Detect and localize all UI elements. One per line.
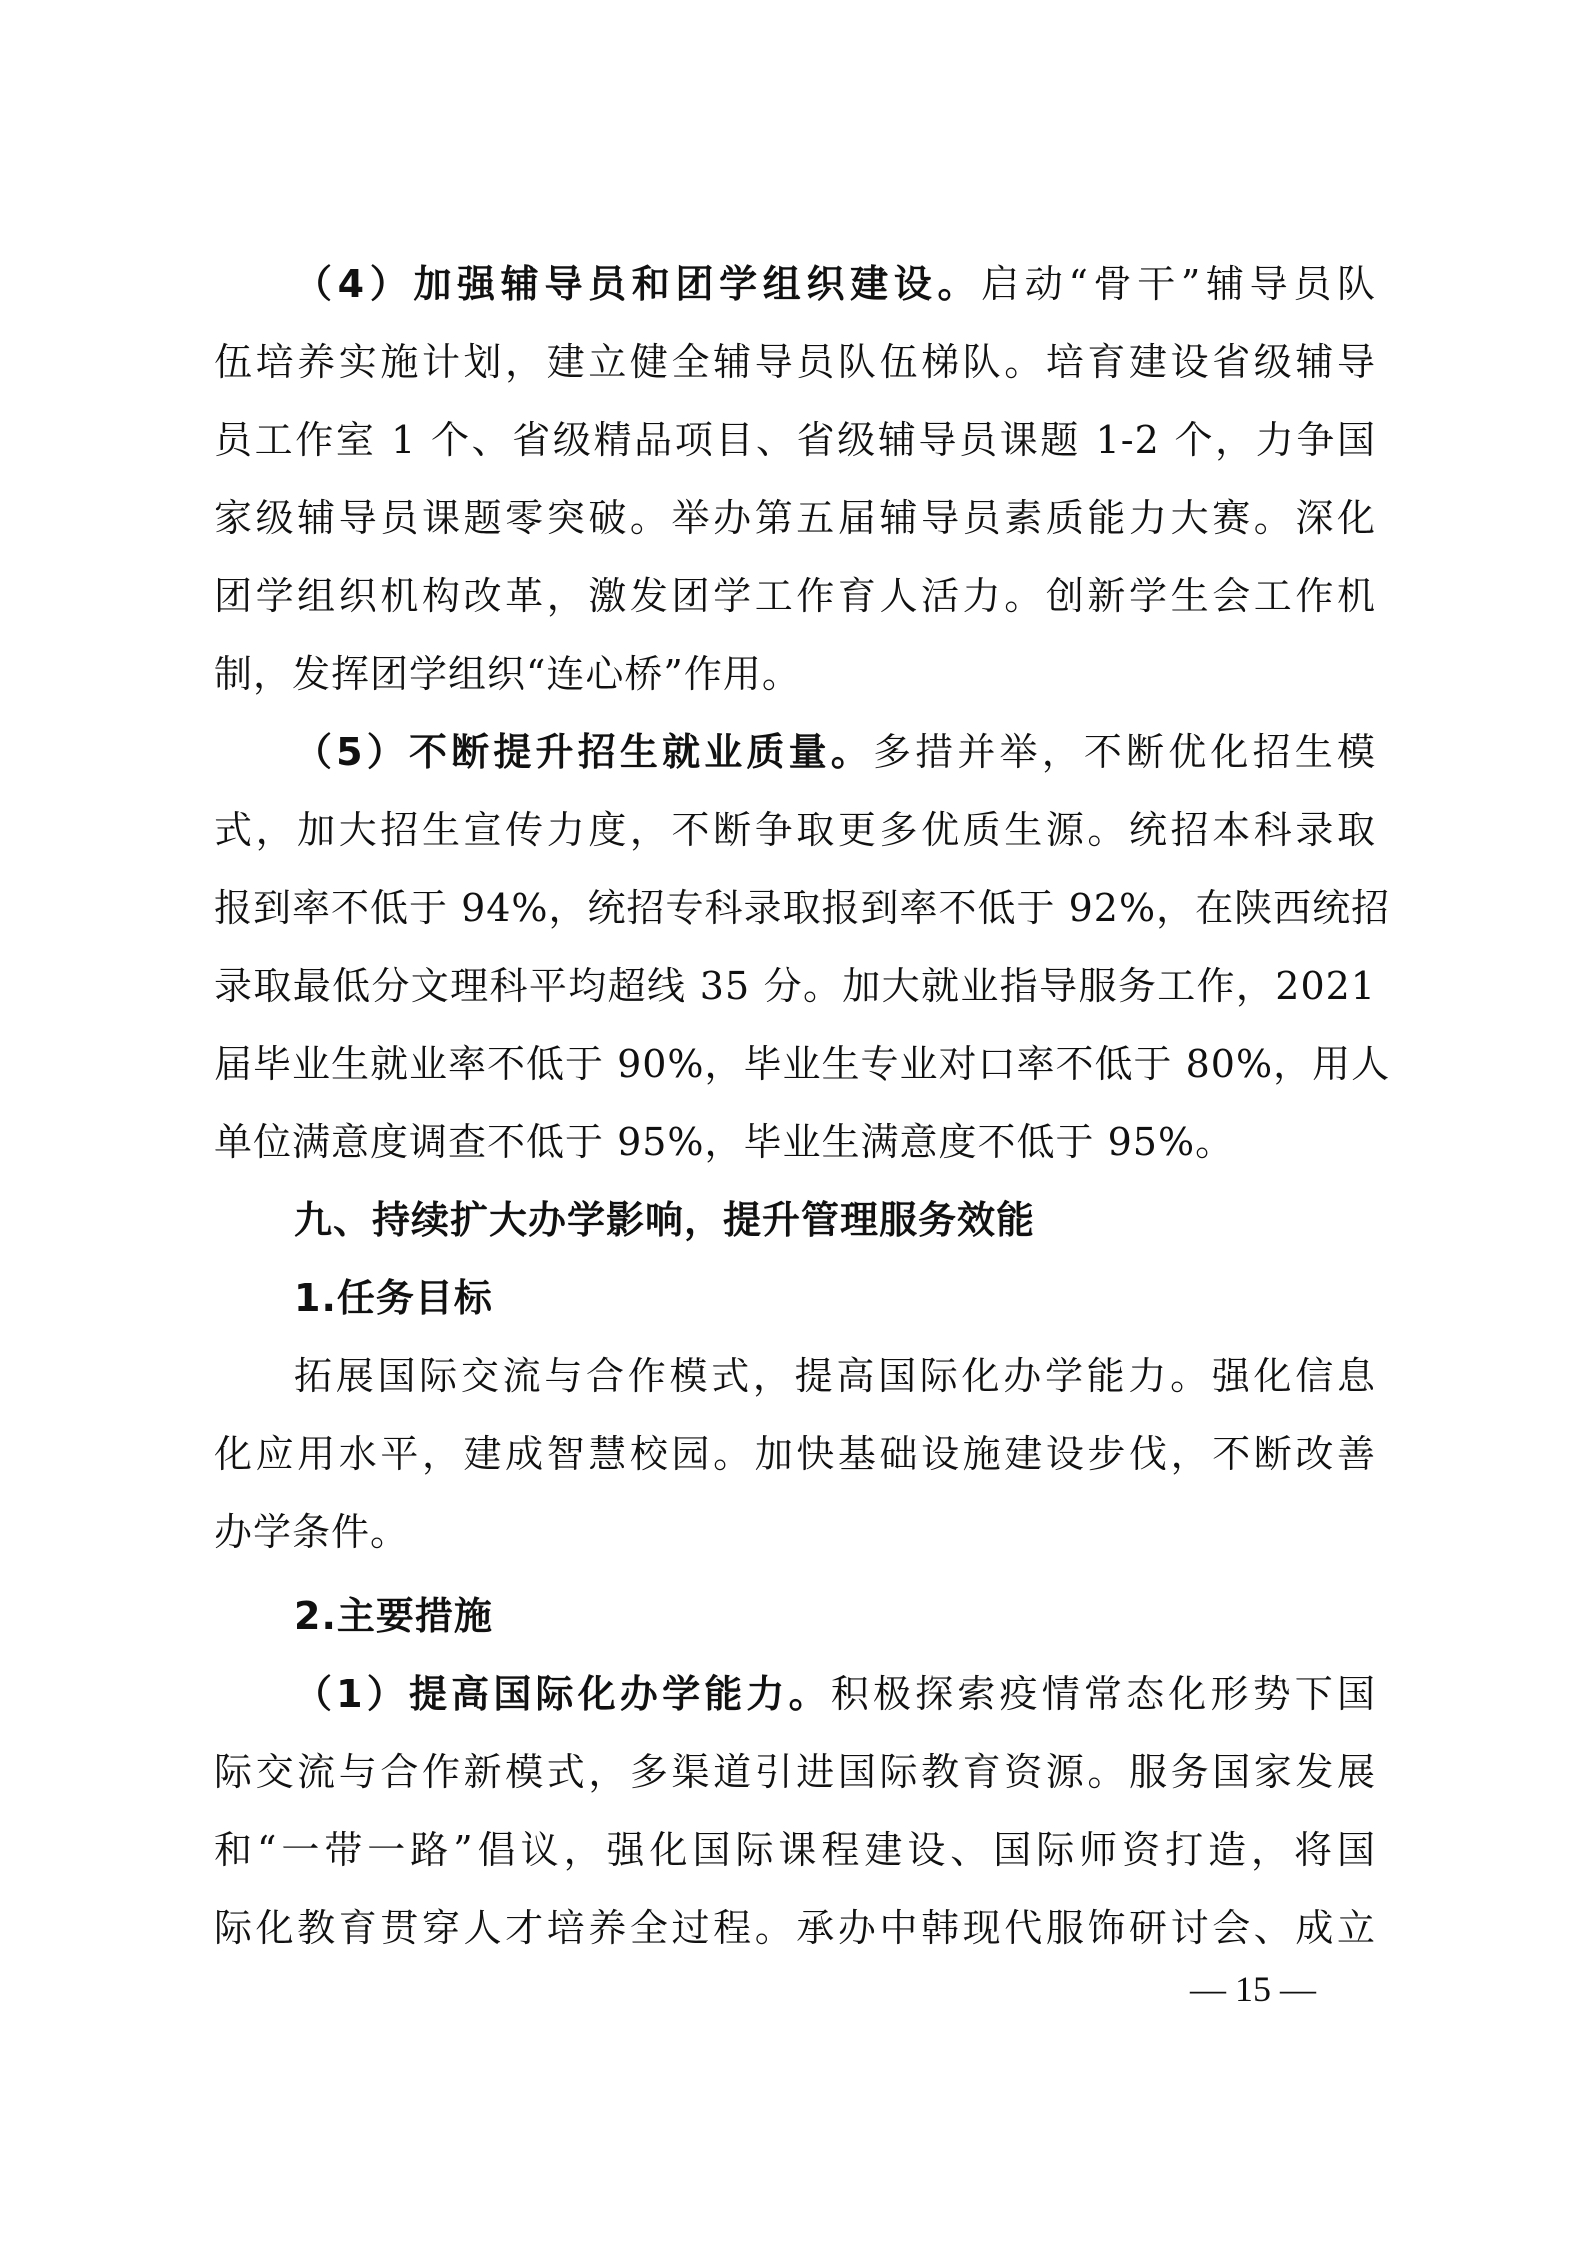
paragraph-line: 员工作室 1 个、省级精品项目、省级辅导员课题 1-2 个，力争国 <box>214 418 1376 462</box>
paragraph-line: 拓展国际交流与合作模式，提高国际化办学能力。强化信息 <box>294 1354 1376 1398</box>
paragraph-line <box>214 245 1376 323</box>
paragraph-line: 和“一带一路”倡议，强化国际课程建设、国际师资打造，将国 <box>214 1828 1376 1872</box>
subsection-heading-measures: 2.主要措施 <box>294 1594 493 1638</box>
paragraph-lead-heading: （4）加强辅导员和团学组织建设。 <box>294 262 982 306</box>
paragraph-line <box>214 1655 1376 1733</box>
paragraph-text: 积极探索疫情常态化形势下国 <box>830 1672 1376 1716</box>
section-heading: 九、持续扩大办学影响，提升管理服务效能 <box>294 1198 1036 1242</box>
page-number: — 15 — <box>1190 1969 1316 2009</box>
paragraph-text: 启动“骨干”辅导员队 <box>981 262 1376 306</box>
paragraph-line: 家级辅导员课题零突破。举办第五届辅导员素质能力大赛。深化 <box>214 496 1376 540</box>
paragraph-line: 录取最低分文理科平均超线 35 分。加大就业指导服务工作，2021 <box>214 964 1376 1008</box>
paragraph-line: 际化教育贯穿人才培养全过程。承办中韩现代服饰研讨会、成立 <box>214 1906 1376 1950</box>
paragraph-line: 化应用水平，建成智慧校园。加快基础设施建设步伐，不断改善 <box>214 1432 1376 1476</box>
paragraph-line: 式，加大招生宣传力度，不断争取更多优质生源。统招本科录取 <box>214 808 1376 852</box>
paragraph-line: 单位满意度调查不低于 95%，毕业生满意度不低于 95%。 <box>214 1120 1235 1164</box>
paragraph-line: 办学条件。 <box>214 1510 410 1554</box>
paragraph-line: 团学组织机构改革，激发团学工作育人活力。创新学生会工作机 <box>214 574 1376 618</box>
document-body <box>214 245 1391 1967</box>
paragraph-line: 制，发挥团学组织“连心桥”作用。 <box>214 652 801 696</box>
paragraph-line: 报到率不低于 94%，统招专科录取报到率不低于 92%，在陕西统招 <box>214 886 1391 930</box>
paragraph-text: 多措并举，不断优化招生模 <box>872 730 1376 774</box>
subsection-heading-goal: 1.任务目标 <box>294 1276 493 1320</box>
paragraph-line: 届毕业生就业率不低于 90%，毕业生专业对口率不低于 80%，用人 <box>214 1042 1391 1086</box>
paragraph-lead-heading: （1）提高国际化办学能力。 <box>294 1672 831 1716</box>
paragraph-line: 际交流与合作新模式，多渠道引进国际教育资源。服务国家发展 <box>214 1750 1376 1794</box>
paragraph-lead-heading: （5）不断提升招生就业质量。 <box>294 730 873 774</box>
paragraph-line: 伍培养实施计划，建立健全辅导员队伍梯队。培育建设省级辅导 <box>214 340 1376 384</box>
paragraph-line <box>214 713 1376 791</box>
